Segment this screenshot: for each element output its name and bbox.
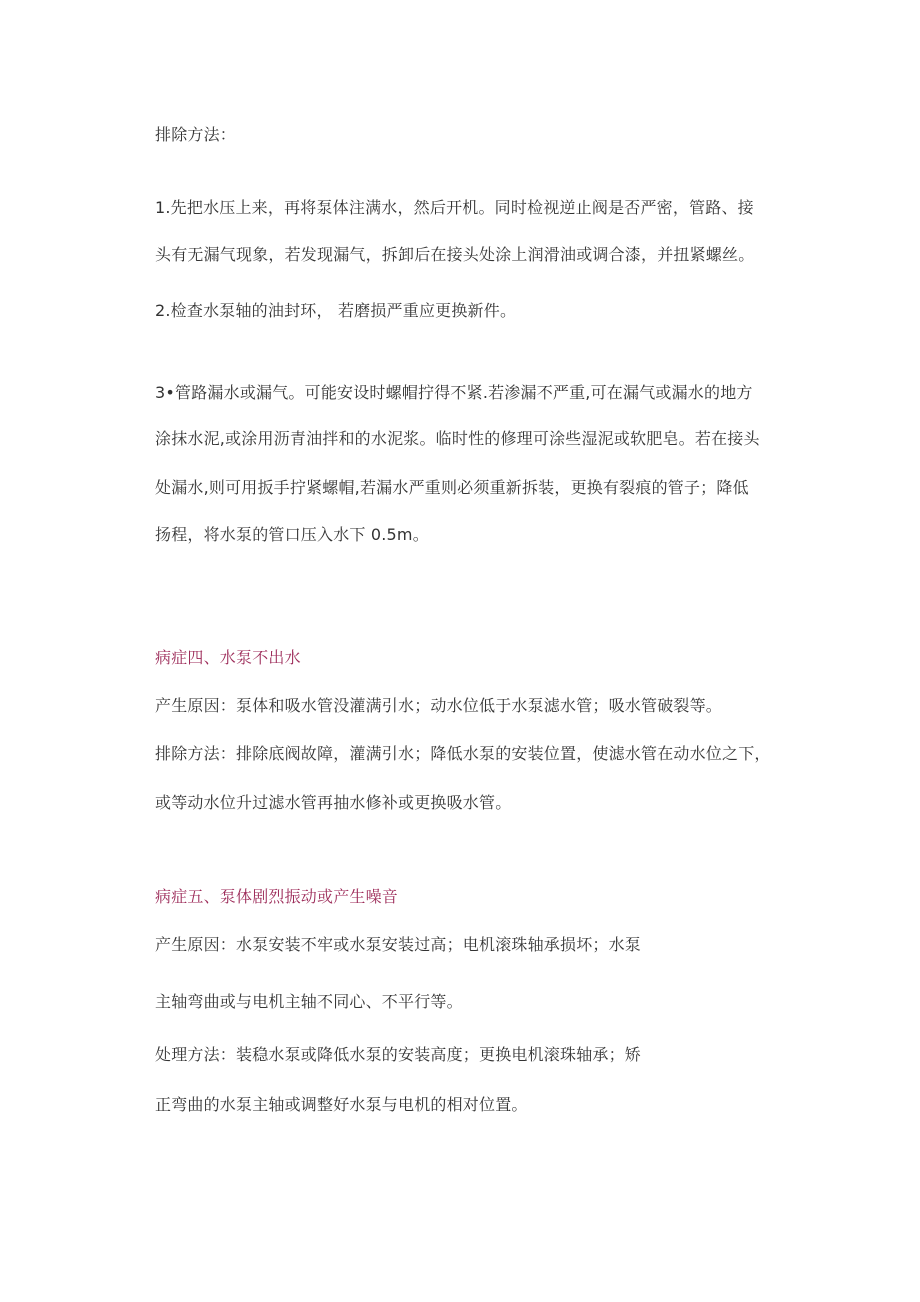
symptom5-cause-line1: 产生原因：水泵安装不牢或水泵安装过高；电机滚珠轴承损坏；水泵 (155, 935, 642, 954)
item3-line2: 涂抹水泥,或涂用沥青油拌和的水泥浆。临时性的修理可涂些湿泥或软肥皂。若在接头 (155, 429, 760, 448)
item2-line1: 2.检查水泵轴的油封环， 若磨损严重应更换新件。 (155, 301, 517, 320)
symptom4-fix-line2: 或等动水位升过滤水管再抽水修补或更换吸水管。 (155, 793, 512, 812)
section-title-remedy: 排除方法： (155, 125, 237, 144)
symptom4-fix-line1: 排除方法：排除底阀故障，灌满引水；降低水泵的安装位置，使滤水管在动水位之下， (155, 744, 771, 763)
item3-line3: 处漏水,则可用扳手拧紧螺帽,若漏水严重则必须重新拆装，更换有裂痕的管子；降低 (155, 478, 749, 497)
symptom4-cause: 产生原因：泵体和吸水管没灌满引水；动水位低于水泵滤水管；吸水管破裂等。 (155, 696, 723, 715)
item3-line4: 扬程，将水泵的管口压入水下 0.5m。 (155, 525, 429, 544)
item1-line2: 头有无漏气现象，若发现漏气，拆卸后在接头处涂上润滑油或调合漆，并扭紧螺丝。 (155, 245, 755, 264)
symptom5-fix-line2: 正弯曲的水泵主轴或调整好水泵与电机的相对位置。 (155, 1095, 528, 1114)
symptom5-cause-line2: 主轴弯曲或与电机主轴不同心、不平行等。 (155, 992, 463, 1011)
item3-line1: 3•管路漏水或漏气。可能安设时螺帽拧得不紧.若渗漏不严重,可在漏气或漏水的地方 (155, 383, 753, 402)
item1-line1: 1.先把水压上来，再将泵体注满水，然后开机。同时检视逆止阀是否严密，管路、接 (155, 198, 754, 217)
symptom5-fix-line1: 处理方法：装稳水泵或降低水泵的安装高度；更换电机滚珠轴承；矫 (155, 1045, 642, 1064)
symptom4-heading: 病症四、水泵不出水 (155, 648, 301, 667)
symptom5-heading: 病症五、泵体剧烈振动或产生噪音 (155, 887, 399, 906)
